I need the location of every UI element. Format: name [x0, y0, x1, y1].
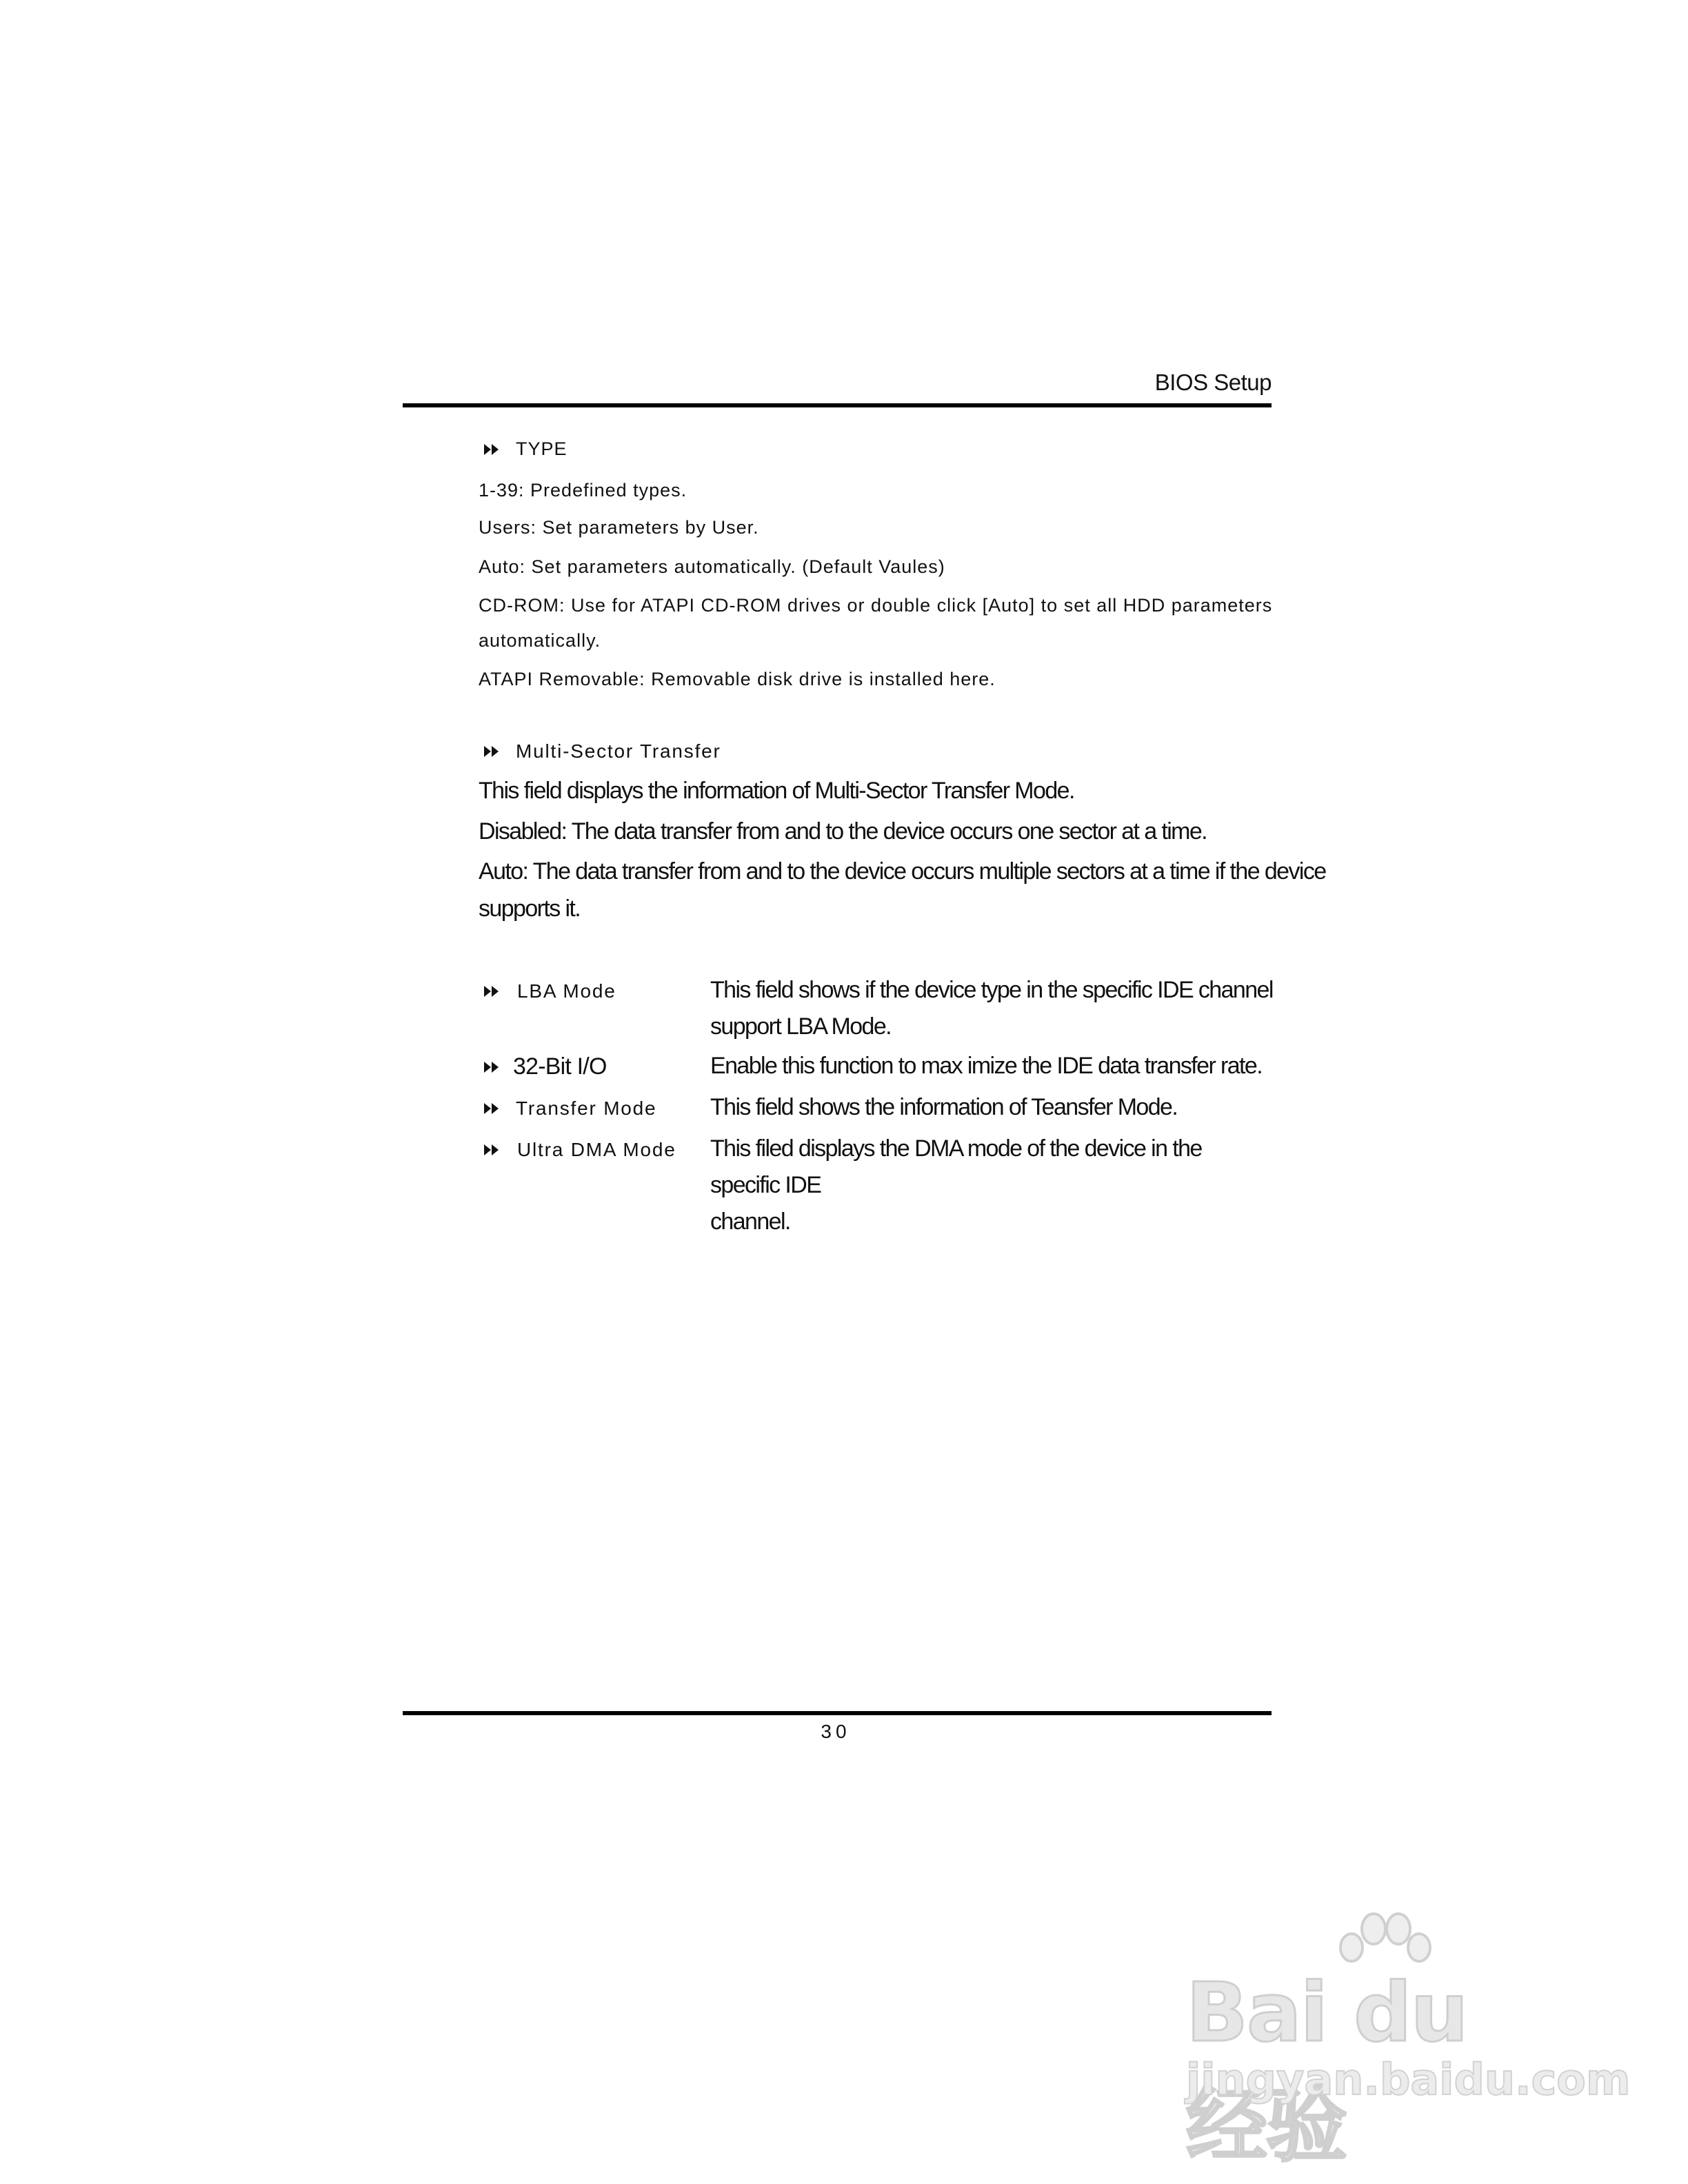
- feature-desc-line: channel.: [710, 1209, 790, 1235]
- feature-desc-line: This field shows if the device type in the specific IDE channel: [710, 977, 1273, 1003]
- feature-description: [710, 1131, 1276, 1240]
- feature-desc-line: Enable this function to max imize the IDE data transfer rate.: [710, 1053, 1263, 1079]
- type-heading: TYPE: [516, 438, 567, 459]
- multi-sector-heading-row: [479, 740, 721, 762]
- baidu-watermark: [1186, 1910, 1631, 2173]
- type-line: ATAPI Removable: Removable disk drive is installed here.: [479, 669, 996, 689]
- type-line: 1-39: Predefined types.: [479, 480, 687, 501]
- feature-label: Transfer Mode: [516, 1098, 657, 1119]
- watermark-url: jingyan.baidu.com: [1186, 2054, 1631, 2105]
- double-arrow-right-icon: [483, 1101, 501, 1116]
- header-rule: [403, 403, 1272, 407]
- page-number: 30: [821, 1721, 851, 1742]
- multi-sector-line: supports it.: [479, 896, 581, 922]
- feature-label-row: [479, 1139, 676, 1161]
- double-arrow-right-icon: [483, 1060, 501, 1075]
- feature-desc-line: This filed displays the DMA mode of the device in the specific IDE: [710, 1135, 1202, 1198]
- page-header-title: BIOS Setup: [1154, 370, 1272, 395]
- feature-desc-line: support LBA Mode.: [710, 1013, 891, 1040]
- footer-rule: [403, 1711, 1272, 1715]
- watermark-brand: Bai du 经验: [1186, 1965, 1467, 2173]
- type-line: CD-ROM: Use for ATAPI CD-ROM drives or double click [Auto] to set all HDD parameters: [479, 595, 1273, 616]
- double-arrow-right-icon: [483, 984, 501, 999]
- double-arrow-right-icon: [483, 1142, 501, 1157]
- feature-description: [710, 1089, 1276, 1126]
- double-arrow-right-icon: [483, 442, 501, 457]
- multi-sector-line: This field displays the information of Multi-Sector Transfer Mode.: [479, 778, 1074, 804]
- double-arrow-right-icon: [483, 744, 501, 759]
- multi-sector-line: Auto: The data transfer from and to the device occurs multiple sectors at a time if the device: [479, 858, 1326, 884]
- multi-sector-heading: Multi-Sector Transfer: [516, 740, 721, 762]
- type-line: automatically.: [479, 630, 601, 651]
- feature-label-row: [479, 1098, 656, 1120]
- feature-label: LBA Mode: [517, 980, 616, 1002]
- feature-label: Ultra DMA Mode: [517, 1139, 676, 1160]
- feature-label-row: [479, 980, 616, 1002]
- feature-label: 32-Bit I/O: [513, 1053, 607, 1080]
- type-line: Auto: Set parameters automatically. (Default Vaules): [479, 556, 945, 577]
- feature-description: [710, 1048, 1276, 1084]
- type-line: Users: Set parameters by User.: [479, 517, 759, 538]
- feature-label-row: [479, 1053, 607, 1080]
- feature-description: [710, 972, 1276, 1045]
- type-heading-row: [479, 438, 567, 460]
- multi-sector-line: Disabled: The data transfer from and to the device occurs one sector at a time.: [479, 818, 1207, 845]
- feature-desc-line: This field shows the information of Teansfer Mode.: [710, 1094, 1178, 1120]
